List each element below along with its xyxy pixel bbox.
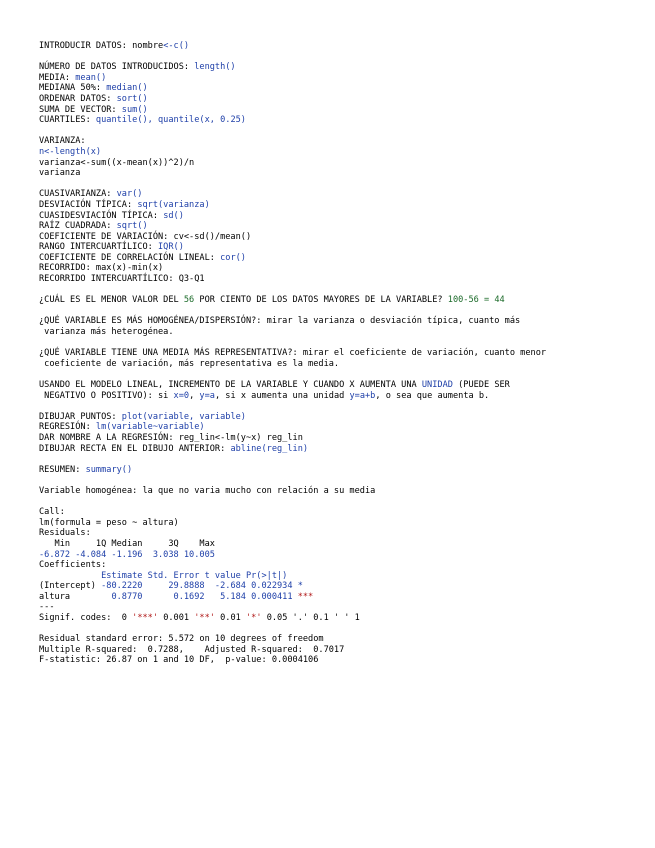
section-gap [39,624,639,635]
section-gap [39,454,639,465]
text-segment: --- [39,602,55,613]
text-line [39,391,639,402]
text-line [39,263,639,274]
code-segment: -6.872 -4.084 -1.196 3.038 10.005 [39,549,215,560]
code-segment: abline(reg_lin) [230,443,309,454]
text-segment: DESVIACIÓN TÍPICA: [39,199,138,210]
code-segment: var() [116,189,143,200]
text-line [39,327,639,338]
text-segment: Min 1Q Median 3Q Max [39,538,215,549]
text-line [39,115,639,126]
text-line [39,147,639,158]
text-segment: altura [39,591,112,602]
code-segment: median() [106,83,148,94]
text-line [39,412,639,423]
text-line [39,634,639,645]
text-line [39,613,639,624]
text-line [39,242,639,253]
code-segment: sqrt() [116,221,148,232]
text-segment: CUASIVARIANZA: [39,189,117,200]
text-line [39,433,639,444]
text-line [39,655,639,666]
text-line [39,232,639,243]
text-segment: MEDIANA 50%: [39,83,107,94]
code-segment: summary() [85,464,133,475]
text-segment: Multiple R-squared: 0.7288, Adjusted R-squared: 0.7017 [39,644,345,655]
text-segment: RESUMEN: [39,464,86,475]
text-segment: lm(formula = peso ~ altura) [39,517,179,528]
text-line [39,83,639,94]
text-segment: Variable homogénea: la que no varia mucho con relación a su media [39,485,376,496]
text-line [39,560,639,571]
text-segment: varianza [39,168,81,179]
text-segment: COEFICIENTE DE CORRELACIÓN LINEAL: [39,252,221,263]
text-segment: REGRESIÓN: [39,422,96,433]
text-segment: COEFICIENTE DE VARIACIÓN: cv<-sd()/mean() [39,231,252,242]
code-segment: -80.2220 29.8888 -2.684 0.022934 * [101,581,303,592]
text-segment: , si x aumenta una unidad [214,390,350,401]
text-segment: (PUEDE SER [452,380,510,390]
code-segment: IQR() [158,242,184,253]
significance-segment: '*' [245,613,262,624]
text-line [39,105,639,116]
text-line [39,581,639,592]
text-segment: (Intercept) [39,581,102,592]
text-segment: DAR NOMBRE A LA REGRESIÓN: reg_lin<-lm(y~x) reg_lin [39,432,303,443]
section-gap [39,338,639,349]
text-line [39,645,639,656]
text-line [39,221,639,232]
text-line [39,550,639,561]
text-segment: varianza<-sum((x-mean(x))^2)/n [39,157,195,168]
text-line [39,422,639,433]
text-segment: 0.01 [214,613,246,624]
text-segment: NEGATIVO O POSITIVO): si [39,390,174,401]
code-segment: UNIDAD [421,380,453,390]
text-line [39,136,639,147]
code-segment: 0.8770 0.1692 5.184 0.000411 [111,591,298,602]
text-segment: Coefficients: [39,560,107,571]
code-segment: n<-length(x) [39,146,102,157]
code-segment: mean() [75,72,107,83]
text-line [39,94,639,105]
code-segment: sqrt(varianza) [137,199,210,210]
text-line [39,507,639,518]
text-segment: RANGO INTERCUARTÍLICO: [39,242,158,253]
text-segment: F-statistic: 26.87 on 1 and 10 DF, p-value: 0.0004106 [39,655,319,666]
text-line [39,486,639,497]
text-segment: 0.05 '.' 0.1 ' ' 1 [261,613,360,624]
text-line [39,41,639,52]
text-segment: DIBUJAR RECTA EN EL DIBUJO ANTERIOR: [39,443,231,454]
section-gap [39,126,639,137]
code-segment: y=a+b [349,390,376,401]
text-line [39,295,639,306]
text-line [39,380,639,391]
text-line [39,274,639,285]
text-segment: coeficiente de variación, más representativa es la media. [39,358,340,369]
section-gap [39,401,639,412]
text-segment: DIBUJAR PUNTOS: [39,411,122,422]
text-line [39,602,639,613]
text-line [39,592,639,603]
text-segment: VARIANZA: [39,136,86,147]
text-line [39,359,639,370]
number-segment: 100-56 = 44 [447,295,505,306]
section-gap [39,52,639,63]
text-line [39,348,639,359]
section-gap [39,369,639,380]
code-segment: plot(variable, variable) [121,411,246,422]
text-line [39,73,639,84]
code-segment: sort() [116,93,148,104]
text-line [39,211,639,222]
text-segment: INTRODUCIR DATOS: nombre [39,41,164,51]
significance-segment: '**' [194,613,215,624]
text-segment: Residual standard error: 5.572 on 10 degrees of freedom [39,634,324,645]
text-segment: USANDO EL MODELO LINEAL, INCREMENTO DE LA VARIABLE Y CUANDO X AUMENTA UNA [39,380,422,390]
text-segment: Residuals: [39,528,91,539]
text-line [39,158,639,169]
document-content [39,41,639,666]
significance-segment: *** [297,591,314,602]
text-segment: varianza más heterogénea. [39,327,174,338]
code-segment: y=a [199,390,215,401]
code-segment: x=0 [173,390,190,401]
text-segment: 0.001 [158,613,195,624]
text-line [39,539,639,550]
text-segment: CUARTILES: [39,115,96,126]
text-segment: RECORRIDO INTERCUARTÍLICO: Q3-Q1 [39,274,205,285]
text-segment: SUMA DE VECTOR: [39,104,122,115]
text-segment: RAÍZ CUADRADA: [39,221,117,232]
code-segment: Estimate Std. Error t value Pr(>|t|) [39,570,288,581]
text-line [39,316,639,327]
text-line [39,253,639,264]
text-segment: Signif. codes: 0 [39,613,133,624]
text-line [39,444,639,455]
code-segment: quantile(), quantile(x, 0.25) [95,115,246,126]
text-line [39,518,639,529]
text-segment: MEDIA: [39,72,76,83]
code-segment: <-c() [163,41,190,51]
text-segment: RECORRIDO: max(x)-min(x) [39,263,164,274]
number-segment: 56 [183,295,195,306]
text-line [39,62,639,73]
code-segment: sum() [121,104,148,115]
text-segment: Call: [39,507,65,518]
text-segment: , o sea que aumenta b. [375,390,490,401]
section-gap [39,285,639,296]
code-segment: sd() [163,210,184,221]
text-line [39,168,639,179]
text-segment: ORDENAR DATOS: [39,93,117,104]
text-segment: ¿QUÉ VARIABLE ES MÁS HOMOGÉNEA/DISPERSIÓN?: mirar la varianza o desviación típica, cuanto más [39,316,521,327]
text-segment: ¿QUÉ VARIABLE TIENE UNA MEDIA MÁS REPRESENTATIVA?: mirar el coeficiente de variación, cuanto menor [39,348,547,359]
text-segment: CUASIDESVIACIÓN TÍPICA: [39,210,164,221]
significance-segment: '***' [132,613,159,624]
code-segment: cor() [220,252,246,263]
code-segment: lm(variable~variable) [95,422,205,433]
section-gap [39,179,639,190]
text-segment: ¿CUÁL ES EL MENOR VALOR DEL [39,295,184,306]
text-line [39,200,639,211]
section-gap [39,475,639,486]
text-segment: , [189,390,200,401]
section-gap [39,306,639,317]
text-line [39,465,639,476]
text-line [39,528,639,539]
text-segment: POR CIENTO DE LOS DATOS MAYORES DE LA VARIABLE? [194,295,448,306]
text-line [39,571,639,582]
section-gap [39,497,639,508]
text-line [39,189,639,200]
code-segment: length() [194,62,236,73]
text-segment: NÚMERO DE DATOS INTRODUCIDOS: [39,62,195,73]
